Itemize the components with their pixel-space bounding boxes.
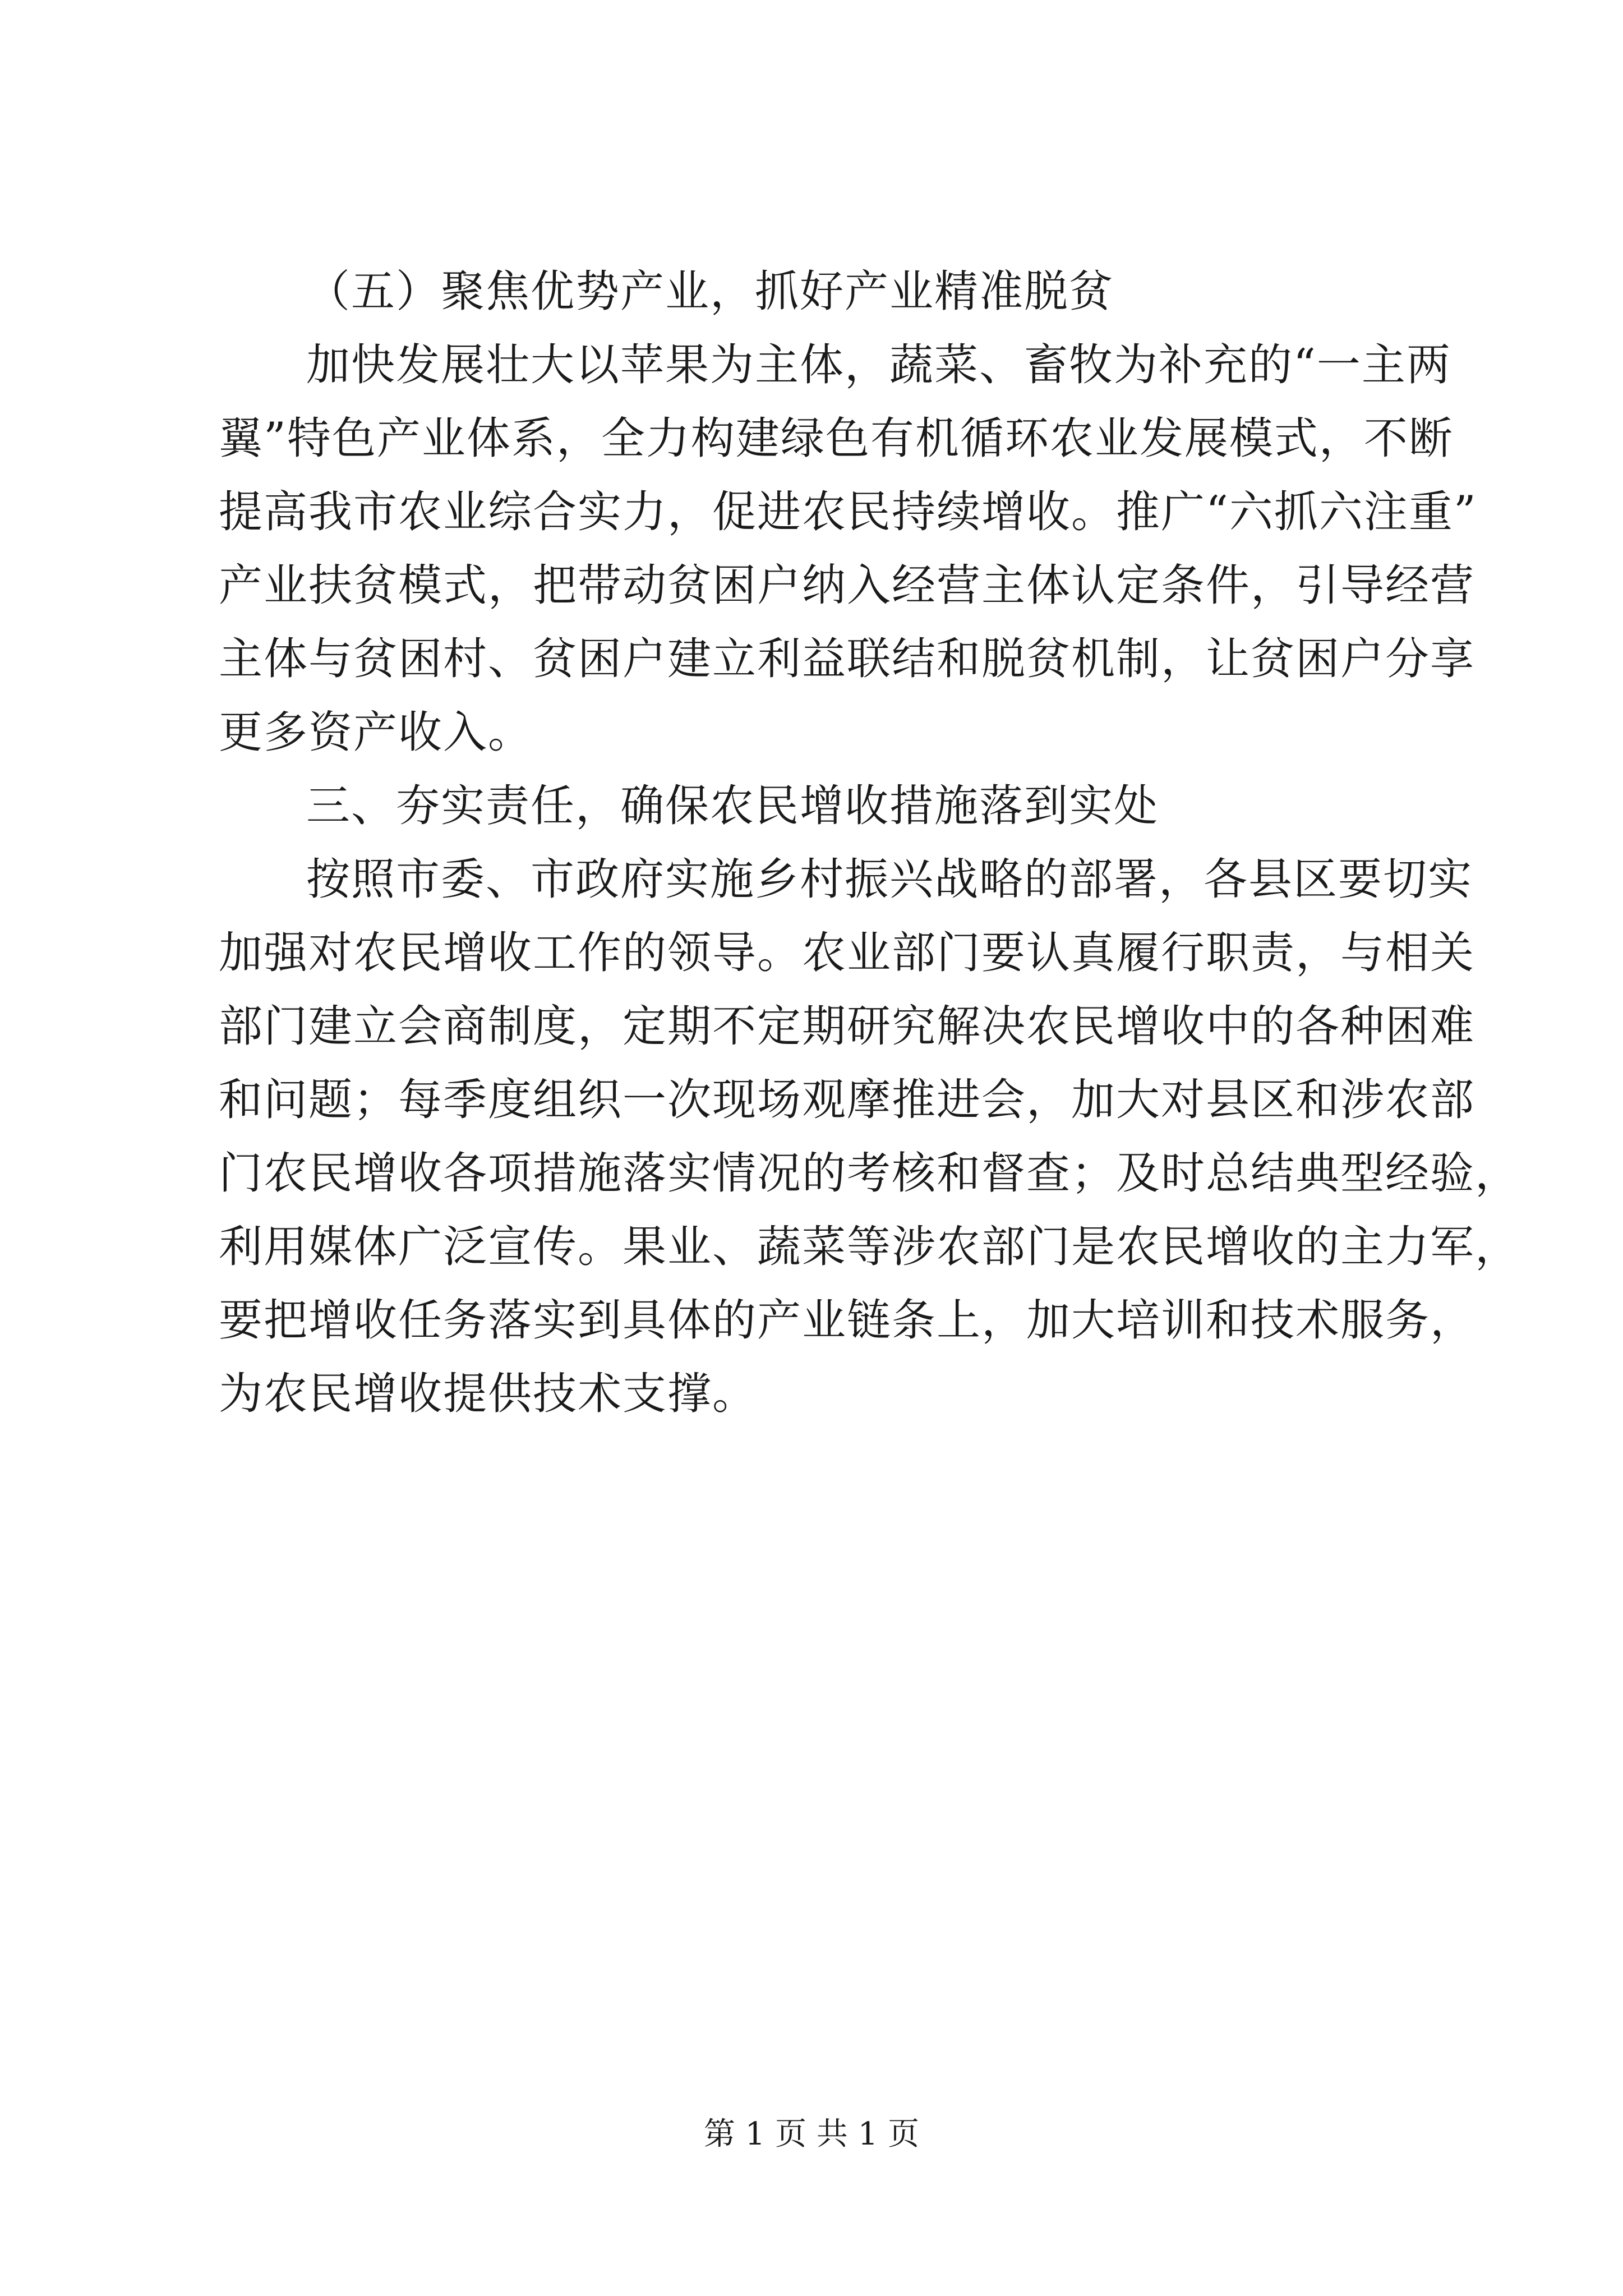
page-number-footer: 第 1 页 共 1 页	[703, 2116, 920, 2152]
paragraph-line: 产业扶贫模式，把带动贫困户纳入经营主体认定条件，引导经营	[219, 560, 1476, 611]
paragraph-line: 提高我市农业综合实力，促进农民持续增收。推广“六抓六注重”	[219, 487, 1477, 537]
paragraph-line: 要把增收任务落实到具体的产业链条上，加大培训和技术服务，	[219, 1295, 1476, 1346]
document-body	[219, 255, 1520, 1431]
paragraph-line: 加快发展壮大以苹果为主体，蔬菜、畜牧为补充的“一主两	[306, 340, 1451, 390]
paragraph-line: 和问题；每季度组织一次现场观摩推进会，加大对县区和涉农部	[219, 1075, 1476, 1125]
paragraph-line: 部门建立会商制度，定期不定期研究解决农民增收中的各种困难	[219, 1001, 1476, 1052]
section-heading-three: 三、夯实责任，确保农民增收措施落到实处	[306, 781, 1159, 831]
paragraph-line: 门农民增收各项措施落实情况的考核和督查；及时总结典型经验，	[219, 1148, 1520, 1199]
paragraph-line: 更多资产收入。	[219, 707, 533, 758]
paragraph-line: 按照市委、市政府实施乡村振兴战略的部署，各县区要切实	[306, 854, 1473, 905]
paragraph-line: 加强对农民增收工作的领导。农业部门要认真履行职责，与相关	[219, 928, 1476, 978]
paragraph-line: 主体与贫困村、贫困户建立利益联结和脱贫机制，让贫困户分享	[219, 634, 1476, 684]
paragraph-line: 为农民增收提供技术支撑。	[219, 1369, 758, 1419]
paragraph-line: 翼”特色产业体系，全力构建绿色有机循环农业发展模式，不断	[219, 413, 1454, 464]
paragraph-line: 利用媒体广泛宣传。果业、蔬菜等涉农部门是农民增收的主力军，	[219, 1222, 1520, 1272]
section-heading-five: （五）聚焦优势产业，抓好产业精准脱贫	[306, 266, 1114, 317]
